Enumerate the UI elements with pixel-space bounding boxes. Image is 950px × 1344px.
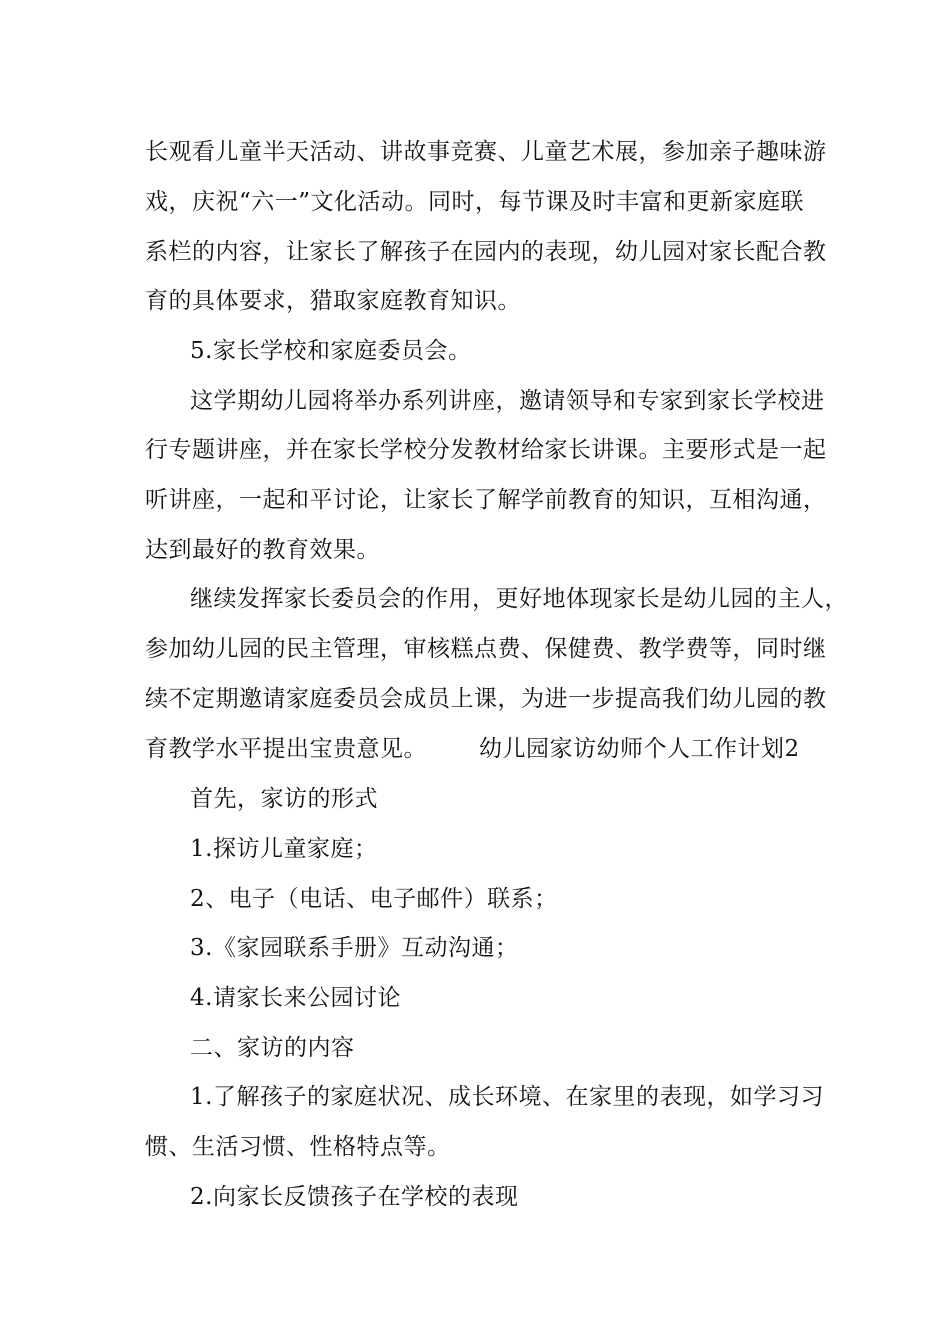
paragraph-line: 行专题讲座，并在家长学校分发教材给家长讲课。主要形式是一起 xyxy=(145,437,827,463)
section-heading: 首先，家访的形式 xyxy=(190,786,378,812)
paragraph-line xyxy=(145,734,800,764)
paragraph-end-text: 育教学水平提出宝贵意见。 xyxy=(145,736,427,762)
paragraph-line: 听讲座，一起和平讨论，让家长了解学前教育的知识，互相沟通， xyxy=(145,487,827,513)
list-item: 4.请家长来公园讨论 xyxy=(190,985,401,1011)
list-item: 2、电子（电话、电子邮件）联系； xyxy=(190,886,558,912)
paragraph-line: 长观看儿童半天活动、讲故事竞赛、儿童艺术展，参加亲子趣味游 xyxy=(145,139,827,165)
paragraph-line: 续不定期邀请家庭委员会成员上课，为进一步提高我们幼儿园的教 xyxy=(145,686,827,712)
list-item: 1.探访儿童家庭； xyxy=(190,836,378,862)
paragraph-line: 育的具体要求，猎取家庭教育知识。 xyxy=(145,288,521,314)
list-item-continuation: 惯、生活习惯、性格特点等。 xyxy=(145,1134,451,1160)
paragraph-line: 达到最好的教育效果。 xyxy=(145,537,380,563)
list-item: 1.了解孩子的家庭状况、成长环境、在家里的表现，如学习习 xyxy=(190,1084,824,1110)
paragraph-line: 继续发挥家长委员会的作用，更好地体现家长是幼儿园的主人， xyxy=(190,586,848,612)
document-title: 幼儿园家访幼师个人工作计划2 xyxy=(479,736,800,762)
paragraph-line: 戏，庆祝“六一”文化活动。同时，每节课及时丰富和更新家庭联 xyxy=(145,189,805,215)
section-heading: 5.家长学校和家庭委员会。 xyxy=(190,338,472,364)
list-item: 2.向家长反馈孩子在学校的表现 xyxy=(190,1184,519,1210)
paragraph-line: 系栏的内容，让家长了解孩子在园内的表现，幼儿园对家长配合教 xyxy=(145,239,827,265)
section-heading: 二、家访的内容 xyxy=(190,1035,355,1061)
paragraph-line: 参加幼儿园的民主管理，审核糕点费、保健费、教学费等，同时继 xyxy=(145,636,827,662)
list-item: 3.《家园联系手册》互动沟通； xyxy=(190,935,519,961)
paragraph-line: 这学期幼儿园将举办系列讲座，邀请领导和专家到家长学校进 xyxy=(190,388,825,414)
